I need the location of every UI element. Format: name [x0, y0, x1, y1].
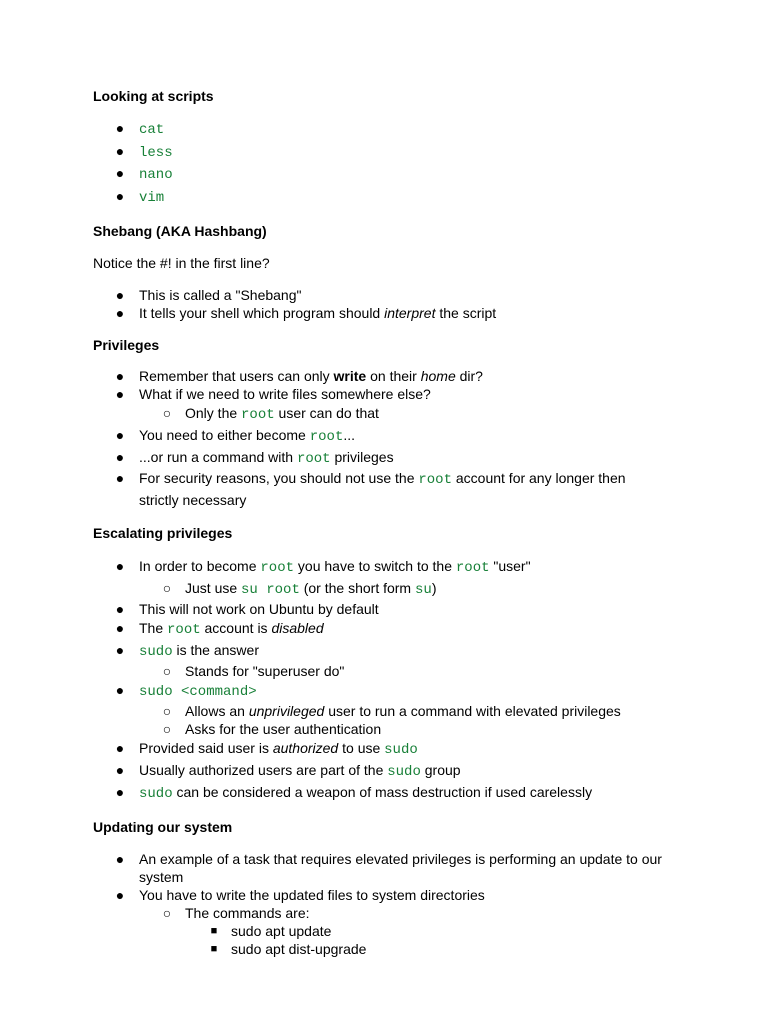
- bullet-icon: ●: [115, 305, 125, 321]
- code-nano: nano: [139, 167, 173, 183]
- code-less: less: [139, 144, 173, 161]
- bullet-icon: ●: [115, 165, 125, 181]
- list-item: [93, 118, 693, 141]
- shebang-list: [93, 286, 693, 322]
- section-escalating-privileges: [93, 524, 693, 804]
- bullet-icon: ■: [210, 925, 218, 937]
- list-item: ● You have to write the updated files to system directories: [93, 886, 693, 904]
- bullet-icon: ●: [115, 682, 125, 698]
- heading-privileges: Privileges: [93, 337, 160, 353]
- bullet-icon: ○: [162, 721, 172, 737]
- privileges-list: [93, 367, 693, 510]
- list-item: ● This will not work on Ubuntu by default: [93, 600, 693, 618]
- list-item: [93, 163, 693, 186]
- code-vim: vim: [139, 189, 165, 206]
- bullet-icon: ●: [115, 120, 125, 136]
- section-shebang: [93, 222, 693, 322]
- list-item: ● In order to become root you have to switch to the root "user": [93, 556, 693, 578]
- bullet-icon: ●: [115, 558, 125, 574]
- bullet-icon: ○: [162, 405, 172, 421]
- heading-updating-our-system: Updating our system: [93, 819, 233, 835]
- bullet-icon: ●: [115, 601, 125, 617]
- list-item: ● You need to either become root...: [93, 425, 693, 447]
- section-privileges: [93, 336, 693, 510]
- updating-list: [93, 850, 693, 958]
- list-item: ● sudo can be considered a weapon of mass destruction if used carelessly: [93, 782, 693, 804]
- document-page: [93, 87, 693, 958]
- heading-looking-at-scripts: Looking at scripts: [93, 88, 214, 104]
- list-item: ● What if we need to write files somewhere else?: [93, 385, 693, 403]
- list-item: ○ The commands are:: [93, 904, 693, 922]
- heading-escalating-privileges: Escalating privileges: [93, 525, 233, 541]
- bullet-icon: ○: [162, 580, 172, 596]
- list-item: ● An example of a task that requires elevated privileges is performing an update to our system: [93, 850, 693, 886]
- list-item: ● sudo is the answer: [93, 640, 693, 662]
- bullet-icon: ○: [162, 703, 172, 719]
- bullet-icon: ●: [115, 142, 125, 159]
- list-item: [93, 141, 693, 164]
- bullet-icon: ■: [210, 943, 218, 955]
- list-item: ● ...or run a command with root privileges: [93, 447, 693, 469]
- section-looking-at-scripts: [93, 87, 693, 208]
- section-updating-our-system: [93, 818, 693, 958]
- list-item: ■ sudo apt dist-upgrade: [93, 940, 693, 958]
- list-item: ○ Only the root user can do that: [93, 403, 693, 425]
- list-item: ○ Just use su root (or the short form su): [93, 578, 693, 600]
- list-item: ● The root account is disabled: [93, 618, 693, 640]
- bullet-icon: ●: [115, 740, 125, 756]
- list-item: ● It tells your shell which program should interpret the script: [93, 304, 693, 322]
- bullet-icon: ●: [115, 620, 125, 636]
- list-item: ● This is called a "Shebang": [93, 286, 693, 304]
- bullet-icon: ●: [115, 427, 125, 443]
- bullet-icon: ●: [115, 642, 125, 658]
- heading-shebang: Shebang (AKA Hashbang): [93, 223, 267, 239]
- bullet-icon: ●: [115, 386, 125, 402]
- shebang-intro: Notice the #! in the first line?: [93, 255, 270, 271]
- escalating-list: [93, 556, 693, 804]
- list-item: ● Remember that users can only write on their home dir?: [93, 367, 693, 385]
- list-item: [93, 186, 693, 209]
- list-item: ● Provided said user is authorized to use sudo: [93, 738, 693, 760]
- bullet-icon: ●: [115, 784, 125, 800]
- code-cat: cat: [139, 122, 165, 138]
- bullet-icon: ●: [115, 449, 125, 465]
- bullet-icon: ○: [162, 663, 172, 679]
- list-item: ■ sudo apt update: [93, 922, 693, 940]
- list-item: ○ Allows an unprivileged user to run a command with elevated privileges: [93, 702, 693, 720]
- list-item: ○ Stands for "superuser do": [93, 662, 693, 680]
- bullet-icon: ●: [115, 368, 125, 384]
- list-item: ● sudo <command>: [93, 680, 693, 702]
- bullet-icon: ○: [162, 905, 172, 921]
- list-item: ● For security reasons, you should not use the root account for any longer then strictly necessary: [93, 469, 693, 510]
- bullet-icon: ●: [115, 887, 125, 903]
- bullet-icon: ●: [115, 470, 125, 486]
- scripts-list: [93, 118, 693, 208]
- bullet-icon: ●: [115, 287, 125, 303]
- bullet-icon: ●: [115, 762, 125, 778]
- bullet-icon: ●: [115, 851, 125, 867]
- bullet-icon: ●: [115, 187, 125, 204]
- list-item: ● Usually authorized users are part of the sudo group: [93, 760, 693, 782]
- list-item: ○ Asks for the user authentication: [93, 720, 693, 738]
